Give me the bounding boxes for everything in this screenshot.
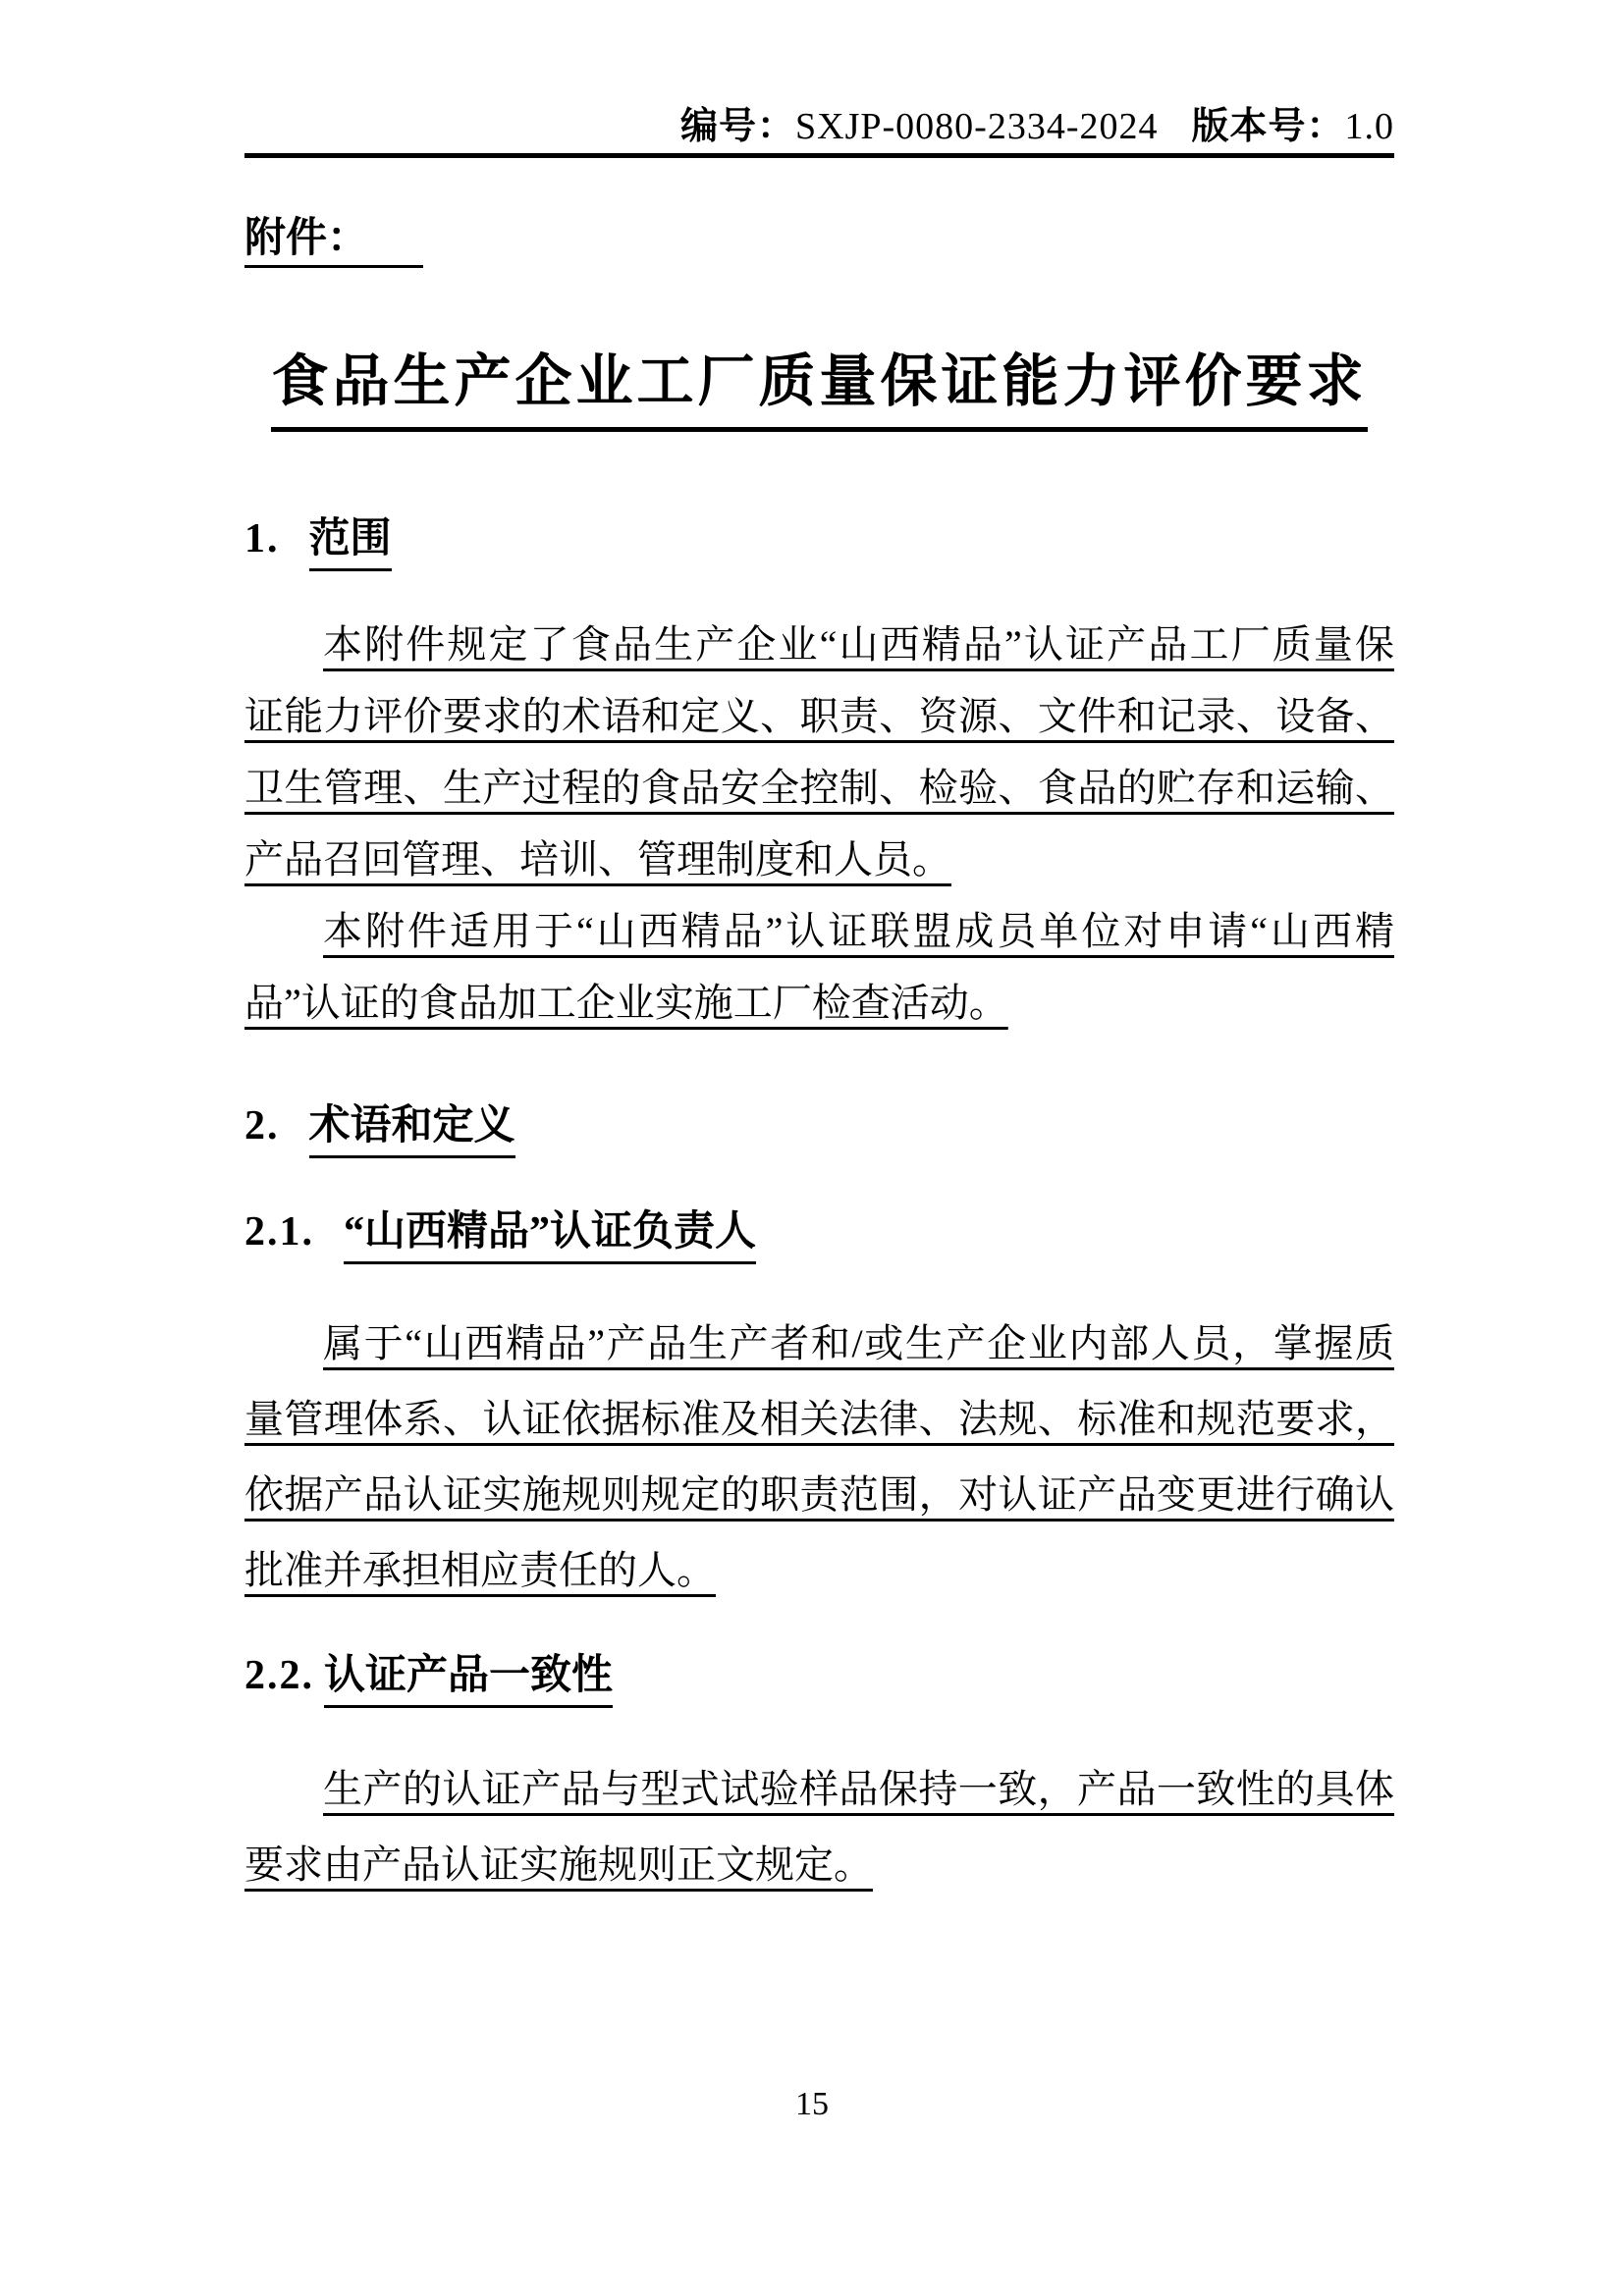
section-2-2-paragraph [244,1751,1394,1902]
scope-paragraph-1 [244,609,1394,895]
scope-paragraph-2 [244,895,1394,1039]
section-terms-title: 术语和定义 [309,1103,515,1158]
paragraph-line: 属于“山西精品”产品生产者和/或生产企业内部人员，掌握质 [323,1321,1394,1365]
paragraph-line: 产品召回管理、培训、管理制度和人员。 [244,837,951,881]
section-2-2-heading [244,1651,1394,1700]
section-2-1-heading [244,1207,1394,1256]
header-rule [244,153,1394,158]
section-2-2-number: 2.2. [244,1653,314,1698]
doc-version-label: 版本号： [1191,106,1345,147]
section-scope-number: 1. [244,516,280,561]
section-2-1-number: 2.1. [244,1209,314,1255]
page-number: 15 [795,2086,829,2122]
attachment-heading [244,213,1394,264]
title-block [244,335,1394,432]
attachment-label: 附件： [244,216,423,268]
section-terms-heading [244,1101,1394,1150]
doc-code-label: 编号： [680,106,796,147]
paragraph-line: 本附件适用于“山西精品”认证联盟成员单位对申请“山西精 [323,909,1394,953]
section-scope-title: 范围 [309,516,392,571]
paragraph-line: 批准并承担相应责任的人。 [244,1548,716,1592]
doc-version-value: 1.0 [1344,106,1394,147]
page-title: 食品生产企业工厂质量保证能力评价要求 [271,335,1367,432]
paragraph-line: 依据产品认证实施规则规定的职责范围，对认证产品变更进行确认 [244,1472,1394,1517]
section-2-1-title: “山西精品”认证负责人 [344,1209,756,1264]
paragraph-line: 品”认证的食品加工企业实施工厂检查活动。 [244,981,1008,1025]
section-2-2-title: 认证产品一致性 [324,1653,613,1708]
paragraph-line: 证能力评价要求的术语和定义、职责、资源、文件和记录、设备、 [244,694,1394,738]
paragraph-line: 本附件规定了食品生产企业“山西精品”认证产品工厂质量保 [323,622,1394,667]
doc-code-value: SXJP-0080-2334-2024 [795,106,1159,147]
paragraph-line: 卫生管理、生产过程的食品安全控制、检验、食品的贮存和运输、 [244,766,1394,810]
paragraph-line: 要求由产品认证实施规则正文规定。 [244,1842,873,1887]
section-terms-number: 2. [244,1103,280,1148]
document-header [244,0,1394,149]
paragraph-line: 量管理体系、认证依据标准及相关法律、法规、标准和规范要求， [244,1397,1394,1441]
paragraph-line: 生产的认证产品与型式试验样品保持一致，产品一致性的具体 [323,1767,1394,1811]
section-2-1-paragraph [244,1306,1394,1608]
section-scope-heading [244,514,1394,563]
